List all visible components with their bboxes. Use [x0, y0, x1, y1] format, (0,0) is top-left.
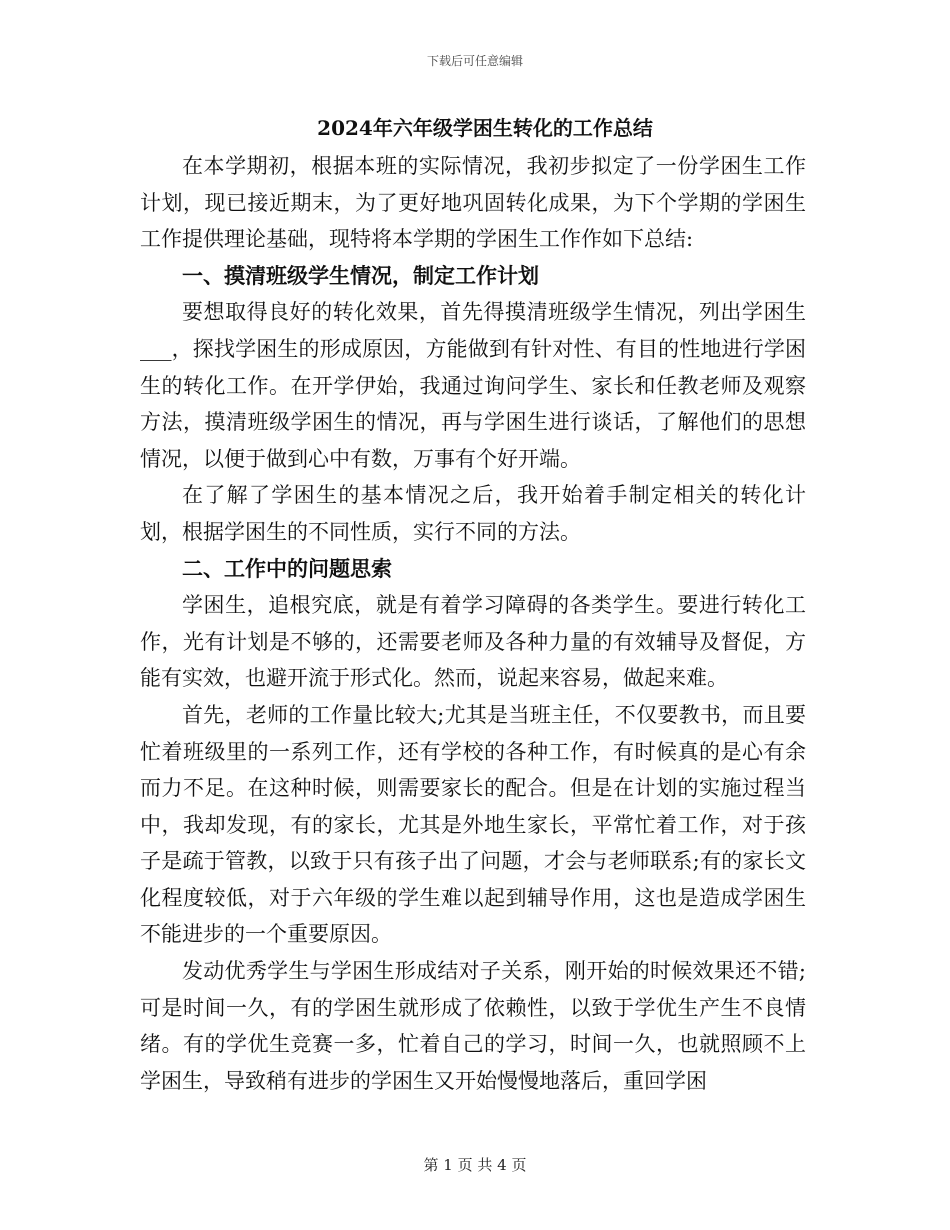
- paragraph-intro: 在本学期初，根据本班的实际情况，我初步拟定了一份学困生工作计划，现已接近期末，为了更好地巩固转化成果，为下个学期的学困生工作提供理论基础，现特将本学期的学困生工作作如下总结:: [140, 154, 806, 252]
- page-header-note: 下载后可任意编辑: [426, 54, 523, 68]
- page-footer-number: 第 1 页 共 4 页: [423, 1156, 527, 1174]
- paragraph-section2-a: 学困生，追根究底，就是有着学习障碍的各类学生。要进行转化工作，光有计划是不够的，还需要老师及各种力量的有效辅导及督促，方能有实效，也避开流于形式化。然而，说起来容易，做起来难。: [140, 593, 806, 691]
- section-heading-2: 二、工作中的问题思索: [182, 555, 392, 581]
- document-body: [140, 112, 806, 1099]
- paragraph-section2-b: 首先，老师的工作量比较大;尤其是当班主任，不仅要教书，而且要忙着班级里的一系列工作，还有学校的各种工作，有时候真的是心有余而力不足。在这种时候，则需要家长的配合。但是在计划的实施过程当中，我却发现，有的家长，尤其是外地生家长，平常忙着工作，对于孩子是疏于管教，以致于只有孩子出了问题，才会与老师联系;有的家长文化程度较低，对于六年级的学生难以起到辅导作用，这也是造成学困生不能进步的一个重要原因。: [140, 702, 806, 947]
- section-heading-1: 一、摸清班级学生情况，制定工作计划: [182, 262, 539, 288]
- paragraph-section1-b: 在了解了学困生的基本情况之后，我开始着手制定相关的转化计划，根据学困生的不同性质，实行不同的方法。: [140, 483, 806, 544]
- document-title: 2024年六年级学困生转化的工作总结: [317, 116, 653, 140]
- paragraph-section2-c: 发动优秀学生与学困生形成结对子关系，刚开始的时候效果还不错;可是时间一久，有的学困生就形成了依赖性，以致于学优生产生不良情绪。有的学优生竞赛一多，忙着自己的学习，时间一久，也就照顾不上学困生，导致稍有进步的学困生又开始慢慢地落后，重回学困: [140, 959, 806, 1093]
- paragraph-section1-a: 要想取得良好的转化效果，首先得摸清班级学生情况，列出学困生___，探找学困生的形成原因，方能做到有针对性、有目的性地进行学困生的转化工作。在开学伊始，我通过询问学生、家长和任教老师及观察方法，摸清班级学困生的情况，再与学困生进行谈话，了解他们的思想情况，以便于做到心中有数，万事有个好开端。: [140, 300, 806, 471]
